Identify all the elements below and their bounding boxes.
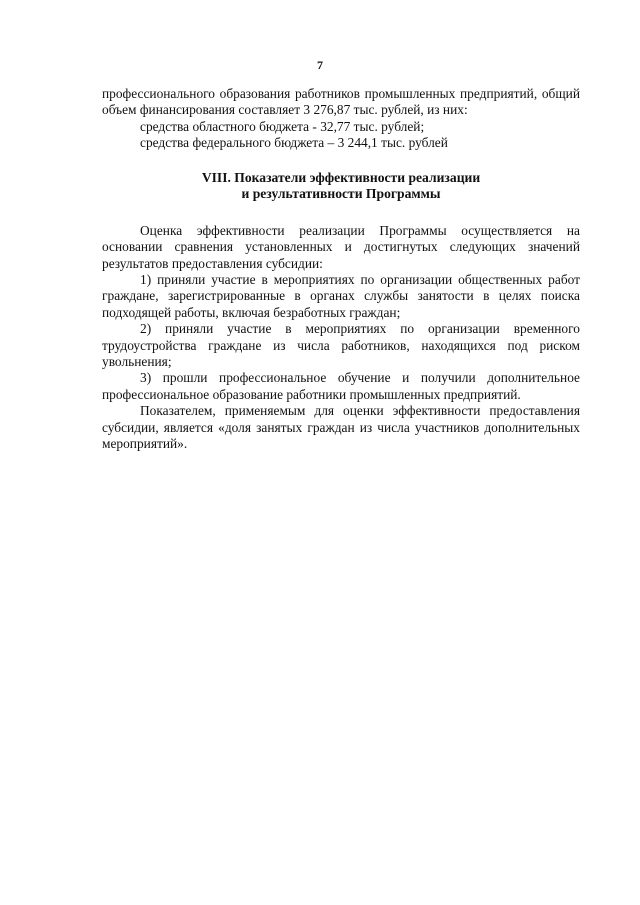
regional-budget-line: средства областного бюджета - 32,77 тыс. рублей; xyxy=(140,118,425,134)
section-title-line-1: VIII. Показатели эффективности реализации xyxy=(201,169,481,185)
section-title-line-2: и результативности Программы xyxy=(241,186,441,202)
result-item-2: 2) приняли участие в мероприятиях по организации временного трудоустройства граждане из числа работников, находящихся под риском увольнения; xyxy=(102,321,580,370)
result-item-1: 1) приняли участие в мероприятиях по организации общественных работ граждане, зарегистрированные в органах службы занятости в целях поиска подходящей работы, включая безработных граждан; xyxy=(102,272,580,320)
result-item-3: 3) прошли профессиональное обучение и получили дополнительное профессиональное образование работники промышленных предприятий. xyxy=(102,370,580,402)
indicator-paragraph: Показателем, применяемым для оценки эффективности предоставления субсидии, является «доля занятых граждан из числа участников дополнительных мероприятий». xyxy=(102,403,580,452)
document-content xyxy=(102,86,580,453)
section-heading xyxy=(102,170,580,203)
intro-paragraph: профессионального образования работников промышленных предприятий, общий объем финансирования составляет 3 276,87 тыс. рублей, из них: xyxy=(102,86,580,118)
evaluation-paragraph: Оценка эффективности реализации Программы осуществляется на основании сравнения установленных и достигнутых следующих значений результатов предоставления субсидии: xyxy=(102,222,580,271)
page-number: 7 xyxy=(317,58,323,72)
federal-budget-line: средства федерального бюджета – 3 244,1 тыс. рублей xyxy=(140,135,448,151)
